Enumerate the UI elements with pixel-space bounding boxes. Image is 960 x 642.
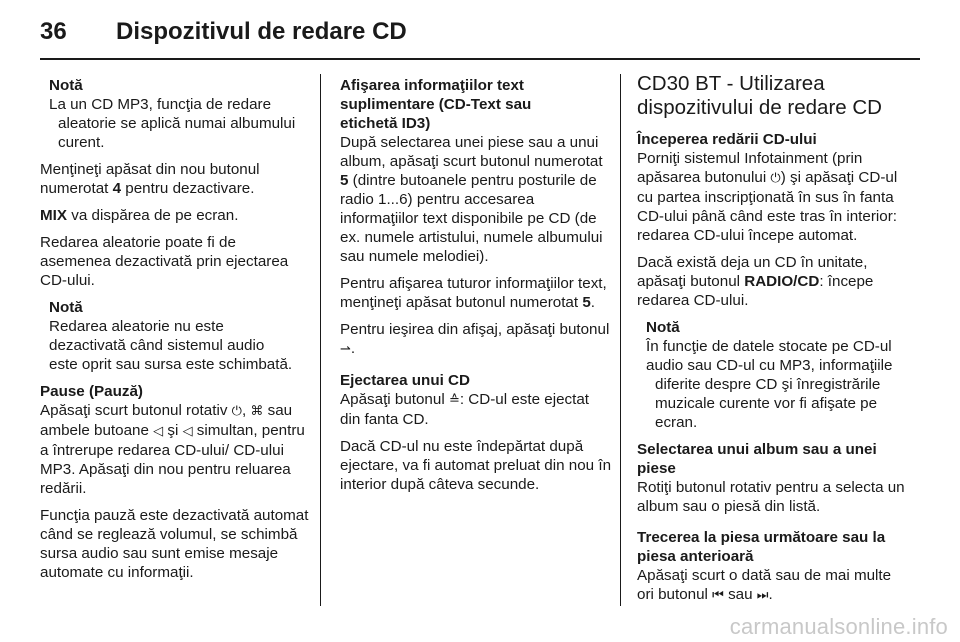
- column-divider-2: [620, 74, 621, 606]
- page-header: [40, 18, 407, 48]
- paragraph-text-info: După selectarea unei piese sau a unui album, apăsaţi scurt butonul numerotat 5 (dintre butoanele pentru posturile de radio 1...6) pentru accesarea informaţiilor text disponibile pe CD (de ex. numele artistului, numele albumului sau numele melodiei).: [340, 134, 603, 265]
- heading-next-track: Trecerea la piesa următoare sau la piesa anterioară: [637, 529, 886, 565]
- paragraph-next-track: Apăsaţi scurt o dată sau de mai multe ori butonul ⏮ sau ⏭.: [637, 567, 892, 603]
- heading-start-playback: Începerea redării CD-ului: [637, 131, 817, 148]
- paragraph-eject: Apăsaţi butonul ≙: CD-ul este ejectat din fanta CD.: [340, 391, 589, 428]
- heading-eject: Ejectarea unui CD: [340, 372, 470, 389]
- paragraph-exit-display: Pentru ieşirea din afişaj, apăsaţi butonul ⇀.: [340, 321, 610, 357]
- paragraph-all-text: Pentru afişarea tuturor informaţiilor text, menţineţi apăsat butonul numerotat 5.: [340, 275, 607, 311]
- paragraph-select-album: Rotiţi butonul rotativ pentru a selecta un album sau o piesă din listă.: [637, 479, 905, 515]
- note-label: Notă: [646, 319, 680, 336]
- power-knob-icon: ⏻: [231, 404, 242, 419]
- watermark: carmanualsonline.info: [729, 614, 948, 639]
- volume-down-icon: ◁: [182, 424, 193, 439]
- heading-select-album: Selectarea unui album sau a unei piese: [637, 441, 877, 477]
- note-random-not-deactivated: [40, 298, 310, 374]
- paragraph-eject-deactivate: Redarea aleatorie poate fi de asemenea dezactivată prin ejectarea CD-ului.: [40, 234, 289, 289]
- column-1: [40, 76, 310, 590]
- column-2: [340, 76, 612, 502]
- paragraph-radio-cd: Dacă există deja un CD în unitate, apăsaţi butonul RADIO/CD: începe redarea CD-ului.: [637, 254, 874, 309]
- note-mp3-random: [40, 76, 310, 152]
- note-label: Notă: [49, 77, 83, 94]
- note-label: Notă: [49, 299, 83, 316]
- heading-pause: Pause (Pauză): [40, 383, 143, 400]
- paragraph-pause-auto: Funcţia pauză este dezactivată automat când se reglează volumul, se schimbă sursa audio sau sunt emise mesaje automate cu informaţii.: [40, 507, 309, 581]
- page-title: Dispozitivul de redare CD: [116, 18, 407, 45]
- header-divider: [40, 58, 920, 60]
- eject-icon: ≙: [448, 393, 460, 408]
- heading-text-info: Afişarea informaţiilor text suplimentare (CD-Text sau etichetă ID3): [340, 77, 532, 132]
- volume-up-icon: ◁: [153, 424, 164, 439]
- paragraph-deactivate: Menţineţi apăsat din nou butonul numerotat 4 pentru dezactivare.: [40, 161, 260, 197]
- power-icon: ⏻: [770, 171, 781, 186]
- note-body: La un CD MP3, funcţia de redare aleatorie se aplică numai albumului curent.: [49, 96, 296, 151]
- next-track-icon: ⏭: [756, 588, 769, 603]
- back-icon: ⇀: [340, 342, 351, 357]
- paragraph-mix: MIX va dispărea de pe ecran.: [40, 207, 239, 224]
- paragraph-start: Porniţi sistemul Infotainment (prin apăsarea butonului ⏻) şi apăsaţi CD-ul cu partea inscripţionată în sus în fanta CD-ului până când este tras în interior: redarea CD-ului începe automat.: [637, 150, 898, 244]
- note-body: Redarea aleatorie nu este dezactivată când sistemul audio este oprit sau sursa este schimbată.: [49, 318, 293, 373]
- column-divider-1: [320, 74, 321, 606]
- paragraph-pause: Apăsaţi scurt butonul rotativ ⏻, ⌘ sau ambele butoane ◁ şi ◁ simultan, pentru a întrerupe redarea CD-ului/ CD-ului MP3. Apăsaţi din nou pentru reluarea redării.: [40, 402, 305, 497]
- previous-track-icon: ⏮: [712, 588, 724, 603]
- mute-icon: ⌘: [250, 404, 264, 419]
- column-3: [637, 72, 907, 613]
- note-body: În funcţie de datele stocate pe CD-ul audio sau CD-ul cu MP3, informaţiile diferite despre CD şi înregistrările muzicale curente vor fi afişate pe ecran.: [646, 338, 893, 431]
- section-title: CD30 BT - Utilizarea dispozitivului de redare CD: [637, 72, 882, 119]
- note-cd-info: [637, 318, 907, 432]
- paragraph-eject-auto: Dacă CD-ul nu este îndepărtat după ejectare, va fi automat preluat din nou în interior după câteva secunde.: [340, 438, 612, 493]
- page-number: 36: [40, 18, 67, 45]
